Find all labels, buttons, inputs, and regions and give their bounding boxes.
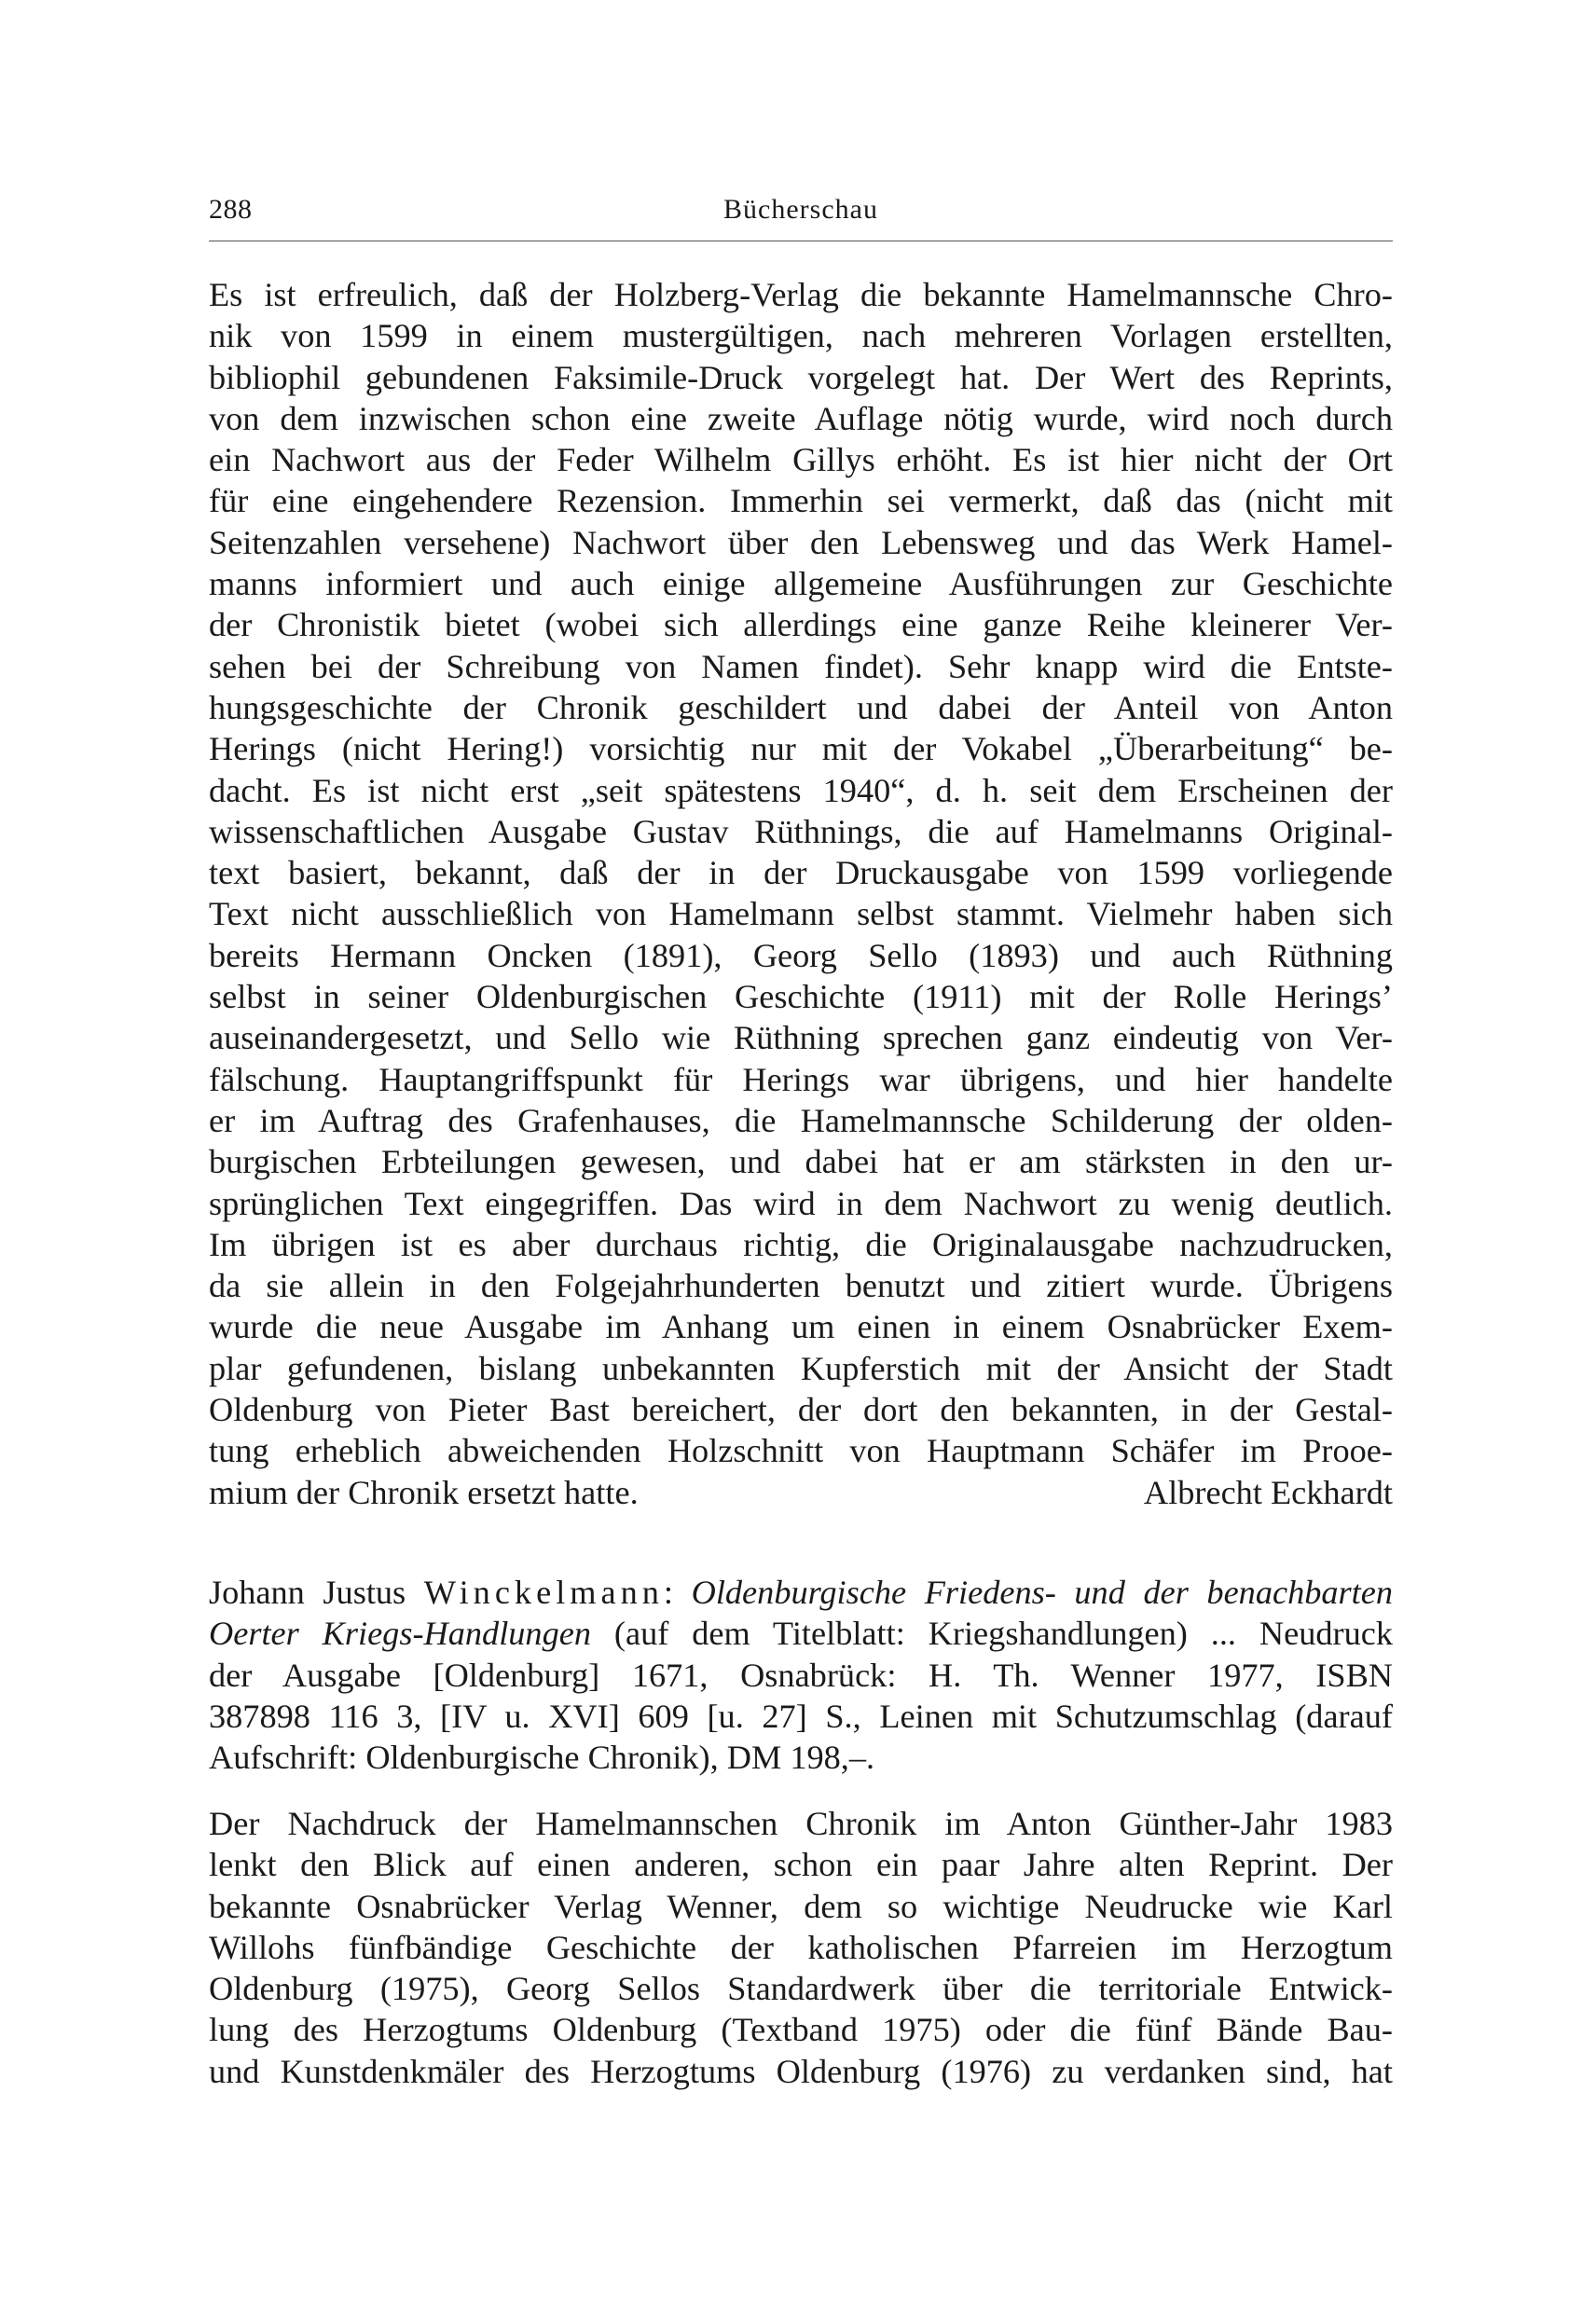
page	[209, 0, 1393, 2312]
citation-line: 387898 116 3, [IV u. XVI] 609 [u. 27] S., Leinen mit Schutzumschlag (darauf	[209, 1697, 1393, 1735]
text-line: Text nicht ausschließlich von Hamelmann selbst stammt. Vielmehr haben sich	[209, 895, 1393, 933]
review-2-citation	[209, 1572, 1393, 1778]
review-1-body	[209, 274, 1393, 1513]
text-line: für eine eingehendere Rezension. Immerhin sei vermerkt, daß das (nicht mit	[209, 482, 1393, 520]
text-line: lung des Herzogtums Oldenburg (Textband 1975) oder die fünf Bände Bau-	[209, 2011, 1393, 2049]
text-line: bekannte Osnabrücker Verlag Wenner, dem so wichtige Neudrucke wie Karl	[209, 1887, 1393, 1925]
text-line: Willohs fünfbändige Geschichte der katholischen Pfarreien im Herzogtum	[209, 1928, 1393, 1966]
text-line: Herings (nicht Hering!) vorsichtig nur mit der Vokabel „Überarbeitung“ be-	[209, 730, 1393, 768]
text-line: Der Nachdruck der Hamelmannschen Chronik im Anton Günther-Jahr 1983	[209, 1805, 1393, 1842]
text-line: er im Auftrag des Grafenhauses, die Hamelmannsche Schilderung der olden-	[209, 1101, 1393, 1139]
review-2-body	[209, 1803, 1393, 2092]
closing-line	[209, 1472, 1393, 1513]
text-line: da sie allein in den Folgejahrhunderten benutzt und zitiert wurde. Übrigens	[209, 1267, 1393, 1305]
text-line: manns informiert und auch einige allgemeine Ausführungen zur Geschichte	[209, 565, 1393, 603]
text-line: burgischen Erbteilungen gewesen, und dabei hat er am stärksten in den ur-	[209, 1143, 1393, 1181]
text-line: bibliophil gebundenen Faksimile-Druck vorgelegt hat. Der Wert des Reprints,	[209, 358, 1393, 396]
text-line: ein Nachwort aus der Feder Wilhelm Gillys erhöht. Es ist hier nicht der Ort	[209, 441, 1393, 479]
text-line: Es ist erfreulich, daß der Holzberg-Verlag die bekannte Hamelmannsche Chro-	[209, 276, 1393, 313]
text-line: Seitenzahlen versehene) Nachwort über den Lebensweg und das Werk Hamel-	[209, 523, 1393, 561]
text-line: von dem inzwischen schon eine zweite Auflage nötig wurde, wird noch durch	[209, 399, 1393, 437]
running-head	[209, 194, 1393, 235]
text-line: Oldenburg (1975), Georg Sellos Standardwerk über die territoriale Entwick-	[209, 1970, 1393, 2008]
text-line: auseinandergesetzt, und Sello wie Rüthning sprechen ganz eindeutig von Ver-	[209, 1019, 1393, 1057]
text-line: text basiert, bekannt, daß der in der Druckausgabe von 1599 vorliegende	[209, 854, 1393, 892]
citation-author-last: Winckelmann	[423, 1574, 664, 1611]
reviewer-signature: Albrecht Eckhardt	[1143, 1473, 1393, 1511]
running-title: Bücherschau	[723, 194, 878, 225]
text-line: und Kunstdenkmäler des Herzogtums Oldenburg (1976) zu verdanken sind, hat	[209, 2052, 1393, 2090]
text-line: selbst in seiner Oldenburgischen Geschichte (1911) mit der Rolle Herings’	[209, 978, 1393, 1016]
text-line: sprünglichen Text eingegriffen. Das wird in dem Nachwort zu wenig deutlich.	[209, 1184, 1393, 1222]
citation-line: der Ausgabe [Oldenburg] 1671, Osnabrück: H. Th. Wenner 1977, ISBN	[209, 1656, 1393, 1694]
text-line: Oldenburg von Pieter Bast bereichert, der dort den bekannten, in der Gestal-	[209, 1391, 1393, 1429]
text-line: sehen bei der Schreibung von Namen findet). Sehr knapp wird die Entste-	[209, 647, 1393, 685]
text-line: lenkt den Blick auf einen anderen, schon ein paar Jahre alten Reprint. Der	[209, 1846, 1393, 1884]
citation-title: Oldenburgische Friedens- und der benachbarten	[691, 1574, 1393, 1611]
citation-author-first: Johann Justus	[209, 1574, 406, 1611]
text-line: fälschung. Hauptangriffspunkt für Herings war übrigens, und hier handelte	[209, 1060, 1393, 1098]
text-line: hungsgeschichte der Chronik geschildert und dabei der Anteil von Anton	[209, 688, 1393, 726]
citation-line	[209, 1572, 1393, 1613]
closing-text: mium der Chronik ersetzt hatte.	[209, 1473, 639, 1511]
page-number: 288	[209, 194, 253, 225]
text-line: wurde die neue Ausgabe im Anhang um einen in einem Osnabrücker Exem-	[209, 1308, 1393, 1346]
text-line: dacht. Es ist nicht erst „seit spätestens 1940“, d. h. seit dem Erscheinen der	[209, 771, 1393, 809]
text-line: tung erheblich abweichenden Holzschnitt von Hauptmann Schäfer im Prooe-	[209, 1432, 1393, 1470]
citation-line	[209, 1613, 1393, 1654]
citation-title-note: (auf dem Titelblatt: Kriegshandlungen) ... Neudruck	[613, 1615, 1393, 1653]
citation-line: Aufschrift: Oldenburgische Chronik), DM 198,–.	[209, 1739, 875, 1777]
text-line: wissenschaftlichen Ausgabe Gustav Rüthnings, die auf Hamelmanns Original-	[209, 812, 1393, 850]
text-line: der Chronistik bietet (wobei sich allerdings eine ganze Reihe kleinerer Ver-	[209, 606, 1393, 644]
text-line: Im übrigen ist es aber durchaus richtig, die Originalausgabe nachzudrucken,	[209, 1225, 1393, 1263]
text-line: plar gefundenen, bislang unbekannten Kupferstich mit der Ansicht der Stadt	[209, 1349, 1393, 1387]
citation-title-cont: Oerter Kriegs-Handlungen	[209, 1615, 591, 1653]
text-line: bereits Hermann Oncken (1891), Georg Sello (1893) und auch Rüthning	[209, 936, 1393, 974]
text-line: nik von 1599 in einem mustergültigen, nach mehreren Vorlagen erstellten,	[209, 317, 1393, 355]
citation-author-separator: :	[663, 1574, 674, 1611]
